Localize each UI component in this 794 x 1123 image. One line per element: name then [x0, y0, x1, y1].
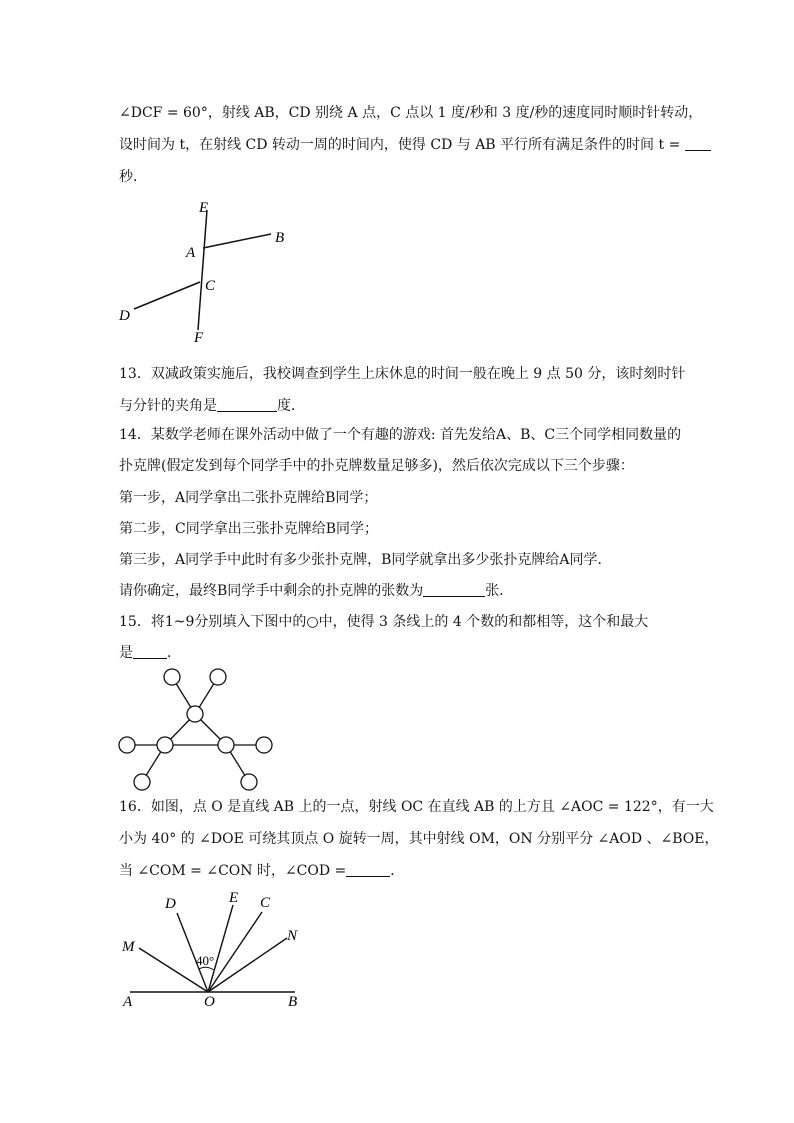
number-circle	[164, 669, 180, 685]
q14-line3: 第一步，A同学拿出二张扑克牌给B同学；	[119, 490, 378, 506]
q14-line5: 第三步，A同学手中此时有多少张扑克牌，B同学就拿出多少张扑克牌给A同学．	[119, 552, 612, 568]
number-circle	[119, 737, 135, 753]
q16-figure	[110, 885, 310, 1015]
label-b: B	[288, 994, 298, 1010]
label-m: M	[122, 939, 135, 955]
number-circle	[218, 737, 234, 753]
q15-line2-post: ．	[167, 645, 181, 661]
ray-cd	[134, 282, 200, 309]
q14-line4: 第二步，C同学拿出三张扑克牌给B同学；	[119, 521, 378, 537]
q12-figure	[110, 190, 310, 350]
q15-line2-pre: 是	[119, 645, 133, 661]
q13-answer-blank	[217, 397, 277, 412]
label-n: N	[287, 928, 298, 944]
label-d: D	[165, 896, 176, 912]
q14-line2: 扑克牌(假定发到每个同学手中的扑克牌数量足够多)，然后依次完成以下三个步骤：	[119, 458, 634, 474]
label-c: C	[205, 278, 216, 294]
ray-oe	[208, 905, 233, 992]
q12-line1: ∠DCF = 60°，射线 AB，CD 别绕 A 点，C 点以 1 度/秒和 3 度/秒的速度同时顺时针转动，	[119, 105, 703, 121]
q13-line1: 13．双减政策实施后，我校调查到学生上床休息的时间一般在晚上 9 点 50 分，该时刻时针	[119, 366, 686, 382]
q12-line2	[119, 135, 711, 155]
label-e: E	[229, 890, 239, 906]
q13-line2	[119, 396, 305, 416]
q12-line2-text: 设时间为 t，在射线 CD 转动一周的时间内，使得 CD 与 AB 平行所有满足条件的时间 t =	[119, 137, 681, 153]
q16-line3-post: ．	[390, 863, 405, 879]
q12-line3: 秒．	[119, 169, 147, 185]
q16-answer-blank	[346, 862, 390, 877]
q15-figure	[110, 665, 290, 800]
ray-on	[208, 938, 287, 992]
q13-line2-post: 度．	[277, 398, 305, 414]
label-e: E	[199, 200, 209, 216]
number-circle	[187, 706, 203, 722]
number-circle	[210, 669, 226, 685]
label-a: A	[186, 245, 196, 261]
label-o: O	[204, 994, 215, 1010]
q16-line1: 16．如图，点 O 是直线 AB 上的一点，射线 OC 在直线 AB 的上方且 ∠AOC = 122°，有一大	[119, 799, 714, 815]
number-circle	[256, 737, 272, 753]
number-circle	[157, 737, 173, 753]
q15-answer-blank	[133, 644, 167, 659]
label-c: C	[260, 895, 271, 911]
q12-answer-blank	[685, 136, 711, 151]
q14-answer-blank	[423, 582, 485, 597]
label-b: B	[275, 230, 285, 246]
number-circle	[134, 774, 150, 790]
q16-line3-pre: 当 ∠COM = ∠CON 时，∠COD =	[119, 863, 347, 879]
label-d: D	[119, 308, 130, 324]
q14-line6	[119, 581, 513, 601]
q15-line2	[119, 643, 181, 663]
angle-label: 40°	[196, 953, 215, 968]
q13-line2-pre: 与分针的夹角是	[119, 398, 217, 414]
q14-line6-pre: 请你确定，最终B同学手中剩余的扑克牌的张数为	[119, 583, 424, 599]
number-circle	[241, 774, 257, 790]
ray-oc	[208, 912, 262, 992]
q14-line6-post: 张．	[485, 583, 514, 599]
q14-line1: 14．某数学老师在课外活动中做了一个有趣的游戏: 首先发给A、B、C三个同学相同数量的	[119, 427, 682, 443]
label-f: F	[194, 330, 204, 346]
ray-ab	[203, 234, 271, 248]
q16-line3	[119, 861, 404, 881]
q16-line2: 小为 40° 的 ∠DOE 可绕其顶点 O 旋转一周，其中射线 OM，ON 分别平分 ∠AOD 、∠BOE，	[119, 831, 719, 847]
q15-line1: 15．将1~9分别填入下图中的○中，使得 3 条线上的 4 个数的和都相等，这个和最大	[119, 614, 649, 630]
line-ef	[198, 210, 207, 330]
label-a: A	[123, 994, 133, 1010]
